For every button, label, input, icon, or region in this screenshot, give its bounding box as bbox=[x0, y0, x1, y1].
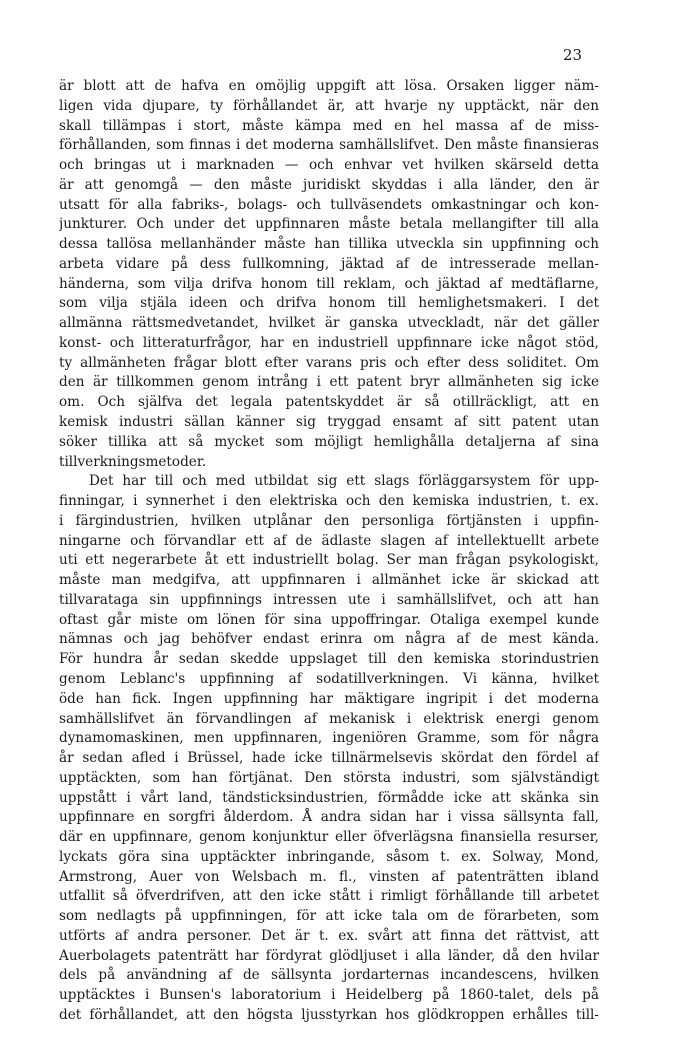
text-line: utfallit så öfverdrifven, att den icke stått i rimligt förhållande till arbetet bbox=[59, 888, 599, 905]
body-text bbox=[59, 77, 599, 1026]
text-line: utförts af andra personer. Det är t. ex. svårt att finna det rättvist, att bbox=[59, 927, 599, 944]
text-line: den är tillkommen genom intrång i ett patent bryr allmänheten sig icke bbox=[59, 374, 599, 391]
text-line: tillvarataga sin uppfinnings intressen ute i samhällslifvet, och att han bbox=[59, 591, 599, 608]
text-line: finningar, i synnerhet i den elektriska och den kemiska industrien, t. ex. bbox=[59, 493, 599, 510]
text-line: dessa tallösa mellanhänder måste han tillika utveckla sin uppfinning och bbox=[59, 236, 599, 253]
text-line: öde han fick. Ingen uppfinning har mäktigare ingripit i det moderna bbox=[59, 690, 599, 707]
text-line: där en uppfinnare, genom konjunktur eller öfverlägsna finansiella resurser, bbox=[59, 829, 599, 846]
text-line: Armstrong, Auer von Welsbach m. fl., vinsten af patenträtten ibland bbox=[59, 868, 599, 885]
text-line: kemisk industri sällan känner sig tryggad ensamt af sitt patent utan bbox=[59, 414, 599, 431]
text-line: som vilja stjäla ideen och drifva honom till hemlighetsmakeri. I det bbox=[59, 295, 599, 312]
text-line: upptäcktes i Bunsen's laboratorium i Heidelberg på 1860-talet, dels på bbox=[59, 987, 599, 1004]
text-line: samhällslifvet än förvandlingen af mekanisk i elektrisk energi genom bbox=[59, 710, 599, 727]
text-line: allmänna rättsmedvetandet, hvilket är ganska utveckladt, när det gäller bbox=[59, 315, 599, 332]
text-line: år sedan afled i Brüssel, hade icke tillnärmelsevis skördat den fördel af bbox=[59, 750, 599, 767]
text-line: nämnas och jag behöfver endast erinra om några af de mest kända. bbox=[59, 631, 599, 648]
text-line: upptäckten, som han förtjänat. Den största industri, som självständigt bbox=[59, 769, 599, 786]
text-line: uti ett negerarbete åt ett industriellt bolag. Ser man frågan psykologiskt, bbox=[59, 552, 599, 569]
text-line: lyckats göra sina upptäckter inbringande, såsom t. ex. Solway, Mond, bbox=[59, 848, 599, 865]
text-line: är att genomgå — den måste juridiskt skyddas i alla länder, den är bbox=[59, 176, 599, 193]
text-line: måste man medgifva, att uppfinnaren i allmänhet icke är skickad att bbox=[59, 572, 599, 589]
text-line: arbeta vidare på dess fullkomning, jäktad af de intresserade mellan- bbox=[59, 255, 599, 272]
text-line: ningarne och förvandlar ett af de ädlaste slagen af intellektuellt arbete bbox=[59, 532, 599, 549]
text-line: i färgindustrien, hvilken utplånar den personliga förtjänsten i uppfin- bbox=[59, 512, 599, 529]
text-line: skall tillämpas i stort, måste kämpa med en hel massa af de miss- bbox=[59, 117, 599, 134]
text-line: tillverkningsmetoder. bbox=[59, 453, 207, 470]
text-line: ty allmänheten frågar blott efter varans pris och efter dess soliditet. Om bbox=[59, 354, 599, 371]
text-line: oftast går miste om lönen för sina uppoffringar. Otaliga exempel kunde bbox=[59, 611, 599, 628]
text-line: förhållanden, som finnas i det moderna samhällslifvet. Den måste finansieras bbox=[59, 137, 599, 154]
text-line: För hundra år sedan skedde uppslaget till den kemiska storindustrien bbox=[59, 651, 599, 668]
text-line: och bringas ut i marknaden — och enhvar vet hvilken skärseld detta bbox=[59, 157, 599, 174]
text-line: uppfinnare en sorgfri ålderdom. Å andra sidan har i vissa sällsynta fall, bbox=[59, 809, 599, 826]
text-line: dels på användning af de sällsynta jordarternas incandescens, hvilken bbox=[59, 967, 599, 984]
text-line: söker tillika att så mycket som möjligt hemlighålla detaljerna af sina bbox=[59, 433, 599, 450]
text-line: är blott att de hafva en omöjlig uppgift att lösa. Orsaken ligger näm- bbox=[59, 78, 599, 94]
page-number: 23 bbox=[563, 46, 583, 64]
text-line: uppstått i vårt land, tändsticksindustrien, förmådde icke att skänka sin bbox=[59, 789, 599, 806]
text-line: om. Och själfva det legala patentskyddet är så otillräckligt, att en bbox=[59, 394, 599, 411]
text-line: Auerbolagets patenträtt har fördyrat glödljuset i alla länder, då den hvilar bbox=[59, 947, 599, 964]
text-line: det förhållandet, att den högsta ljusstyrkan hos glödkroppen erhålles till- bbox=[59, 1006, 599, 1023]
text-line: dynamomaskinen, men uppfinnaren, ingeniören Gramme, som för några bbox=[59, 730, 599, 747]
text-line: utsatt för alla fabriks-, bolags- och tullväsendets omkastningar och kon- bbox=[59, 196, 599, 213]
text-line: Det har till och med utbildat sig ett slags förläggarsystem för upp- bbox=[89, 473, 599, 490]
text-line: genom Leblanc's uppfinning af sodatillverkningen. Vi känna, hvilket bbox=[59, 670, 599, 687]
text-line: konst- och litteraturfrågor, har en industriell uppfinnare icke något stöd, bbox=[59, 334, 599, 351]
text-line: ligen vida djupare, ty förhållandet är, att hvarje ny upptäckt, när den bbox=[59, 97, 599, 114]
text-line: händerna, som vilja drifva honom till reklam, och jäktad af medtäflarne, bbox=[59, 275, 599, 292]
text-line: som nedlagts på uppfinningen, för att icke tala om de förarbeten, som bbox=[59, 908, 599, 925]
text-line: junkturer. Och under det uppfinnaren måste betala mellangifter till alla bbox=[59, 216, 599, 233]
